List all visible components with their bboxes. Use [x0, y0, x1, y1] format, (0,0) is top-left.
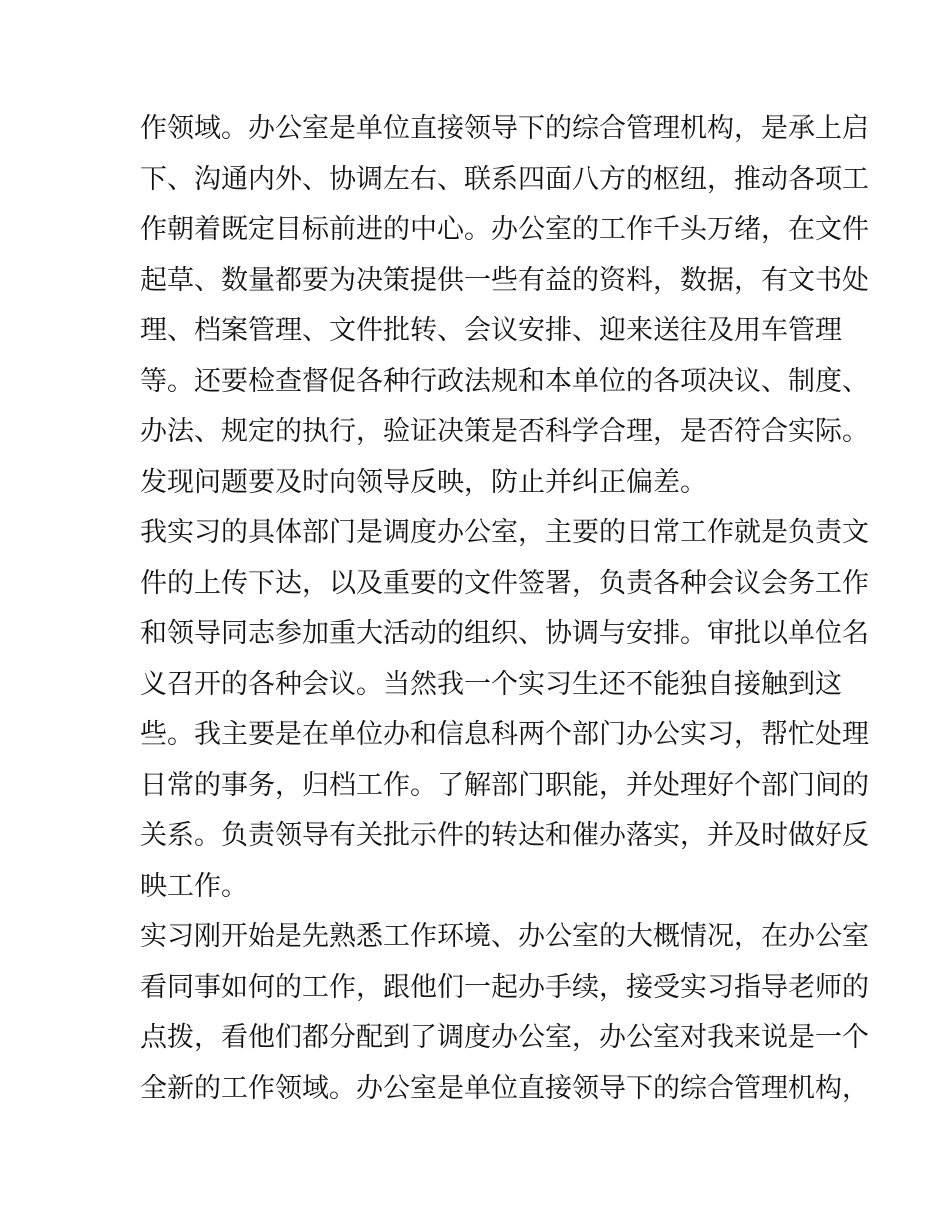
text-line: 我实习的具体部门是调度办公室，主要的日常工作就是负责文	[140, 517, 869, 548]
text-line: 看同事如何的工作，跟他们一起办手续，接受实习指导老师的	[140, 971, 869, 1003]
text-line: 全新的工作领域。办公室是单位直接领导下的综合管理机构，	[140, 1072, 869, 1104]
text-line: 映工作。	[140, 870, 248, 902]
text-line: 件的上传下达，以及重要的文件签署，负责各种会议会务工作	[140, 567, 869, 599]
text-line: 义召开的各种会议。当然我一个实习生还不能独自接触到这	[140, 668, 842, 700]
text-line: 下、沟通内外、协调左右、联系四面八方的枢纽，推动各项工	[140, 163, 869, 195]
text-line: 起草、数量都要为决策提供一些有益的资料，数据，有文书处	[140, 264, 869, 296]
text-line: 作朝着既定目标前进的中心。办公室的工作千头万绪，在文件	[140, 214, 869, 245]
text-line: 日常的事务，归档工作。了解部门职能，并处理好个部门间的	[140, 769, 869, 801]
text-line: 发现问题要及时向领导反映，防止并纠正偏差。	[140, 466, 707, 498]
text-line: 点拨，看他们都分配到了调度办公室，办公室对我来说是一个	[140, 1022, 869, 1053]
document-body	[140, 104, 869, 1114]
text-line: 关系。负责领导有关批示件的转达和催办落实，并及时做好反	[140, 820, 869, 851]
text-line: 实习刚开始是先熟悉工作环境、办公室的大概情况，在办公室	[140, 921, 869, 952]
text-line: 办法、规定的执行，验证决策是否科学合理，是否符合实际。	[140, 416, 869, 447]
text-line: 等。还要检查督促各种行政法规和本单位的各项决议、制度、	[140, 365, 869, 397]
text-line: 理、档案管理、文件批转、会议安排、迎来送往及用车管理	[140, 315, 842, 346]
text-line: 些。我主要是在单位办和信息科两个部门办公实习，帮忙处理	[140, 719, 869, 750]
text-line: 和领导同志参加重大活动的组织、协调与安排。审批以单位名	[140, 618, 869, 649]
text-line: 作领域。办公室是单位直接领导下的综合管理机构，是承上启	[140, 113, 869, 144]
